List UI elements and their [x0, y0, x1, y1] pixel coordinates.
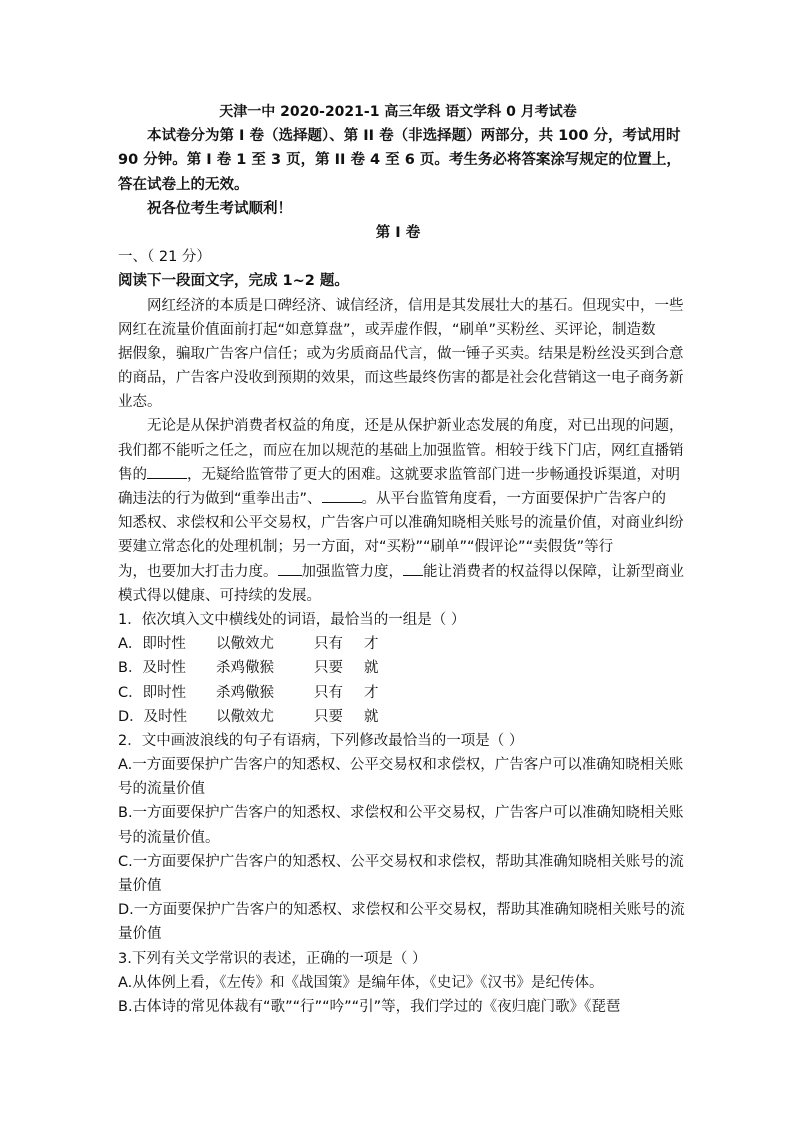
passage-line [118, 560, 684, 584]
option-col: A．即时性 [118, 636, 186, 653]
q2-option-d: D.一方面要保护广告客户的知悉权、求偿权和公平交易权，帮助其准确知晓相关账号的流 [118, 902, 685, 919]
question-3-stem: 3.下列有关文学常识的表述，正确的一项是（ ） [118, 950, 427, 967]
q2-option-d-cont: 量价值 [118, 926, 162, 943]
notice-line-1: 本试卷分为第 I 卷（选择题）、第 II 卷（非选择题）两部分，共 100 分，考试用时 [147, 128, 681, 145]
exam-title: 天津一中 2020-2021-1 高三年级 语文学科 0 月考试卷 [219, 104, 577, 120]
option-col: B．及时性 [118, 660, 186, 677]
option-col: 只有 [314, 636, 343, 653]
q3-option-a: A.从体例上看，《左传》和《战国策》是编年体，《史记》《汉书》是纪传体。 [118, 974, 604, 991]
wish-line: 祝各位考生考试顺利！ [147, 200, 292, 217]
fill-blank-3 [278, 561, 302, 576]
passage-line: 网红在流量价值面前打起“如意算盘”，或弄虚作假，“刷单”买粉丝、买评论，制造数 [118, 321, 656, 338]
option-col: 只要 [314, 708, 343, 725]
q2-option-b: B.一方面要保护广告客户的知悉权、求偿权和公平交易权，广告客户可以准确知晓相关账 [118, 805, 684, 822]
option-col: 只要 [314, 660, 343, 677]
passage-text: 确违法的行为做到“重拳出击”、 [118, 491, 322, 507]
option-col: 杀鸡儆猴 [216, 660, 274, 677]
passage-text: 售的 [118, 466, 147, 483]
passage-text: 。从平台监管角度看，一方面要保护广告客户的 [361, 491, 667, 507]
option-col: 杀鸡儆猴 [216, 684, 274, 701]
q2-option-a: A.一方面要保护广告客户的知悉权、公平交易权和求偿权，广告客户可以准确知晓相关账 [118, 757, 684, 774]
option-col: 就 [364, 660, 379, 677]
passage-line: 要建立常态化的处理机制；另一方面，对“买粉”“刷单”“假评论”“卖假货”等行 [118, 539, 614, 556]
fill-blank-4 [403, 561, 423, 576]
q1-option-c [118, 681, 678, 705]
exam-page [118, 100, 685, 1019]
option-col: 以儆效尤 [216, 636, 274, 653]
q1-option-b [118, 656, 678, 680]
option-col: 以儆效尤 [216, 708, 274, 725]
passage-line [118, 487, 678, 511]
option-col: C．即时性 [118, 684, 187, 701]
passage-line: 模式得以健康、可持续的发展。 [118, 587, 321, 604]
q2-option-a-cont: 号的流量价值 [118, 781, 205, 798]
option-col: 只有 [314, 684, 343, 701]
passage-text: 加强监管力度， [301, 563, 403, 580]
fill-blank-2 [322, 488, 362, 503]
passage-text: 为，也要加大打击力度。 [118, 563, 278, 580]
passage-line: 网红经济的本质是口碑经济、诚信经济，信用是其发展壮大的基石。但现实中，一些 [147, 297, 684, 314]
question-2-stem: 2．文中画波浪线的句子有语病，下列修改最恰当的一项是（ ） [118, 732, 524, 749]
q1-option-d [118, 705, 678, 729]
passage-line: 的商品，广告客户没收到预期的效果，而这些最终伤害的都是社会化营销这一电子商务新 [118, 370, 684, 387]
reading-instruction: 阅读下一段面文字，完成 1~2 题。 [118, 273, 349, 290]
option-col: 就 [364, 708, 379, 725]
option-col: D．及时性 [118, 708, 188, 725]
notice-line-3: 答在试卷上的无效。 [118, 176, 249, 193]
q3-option-b: B.古体诗的常见体裁有“歌”“行”“吟”“引”等，我们学过的《夜归鹿门歌》《琵琶 [118, 998, 621, 1015]
notice-line-2: 90 分钟。第 I 卷 1 至 3 页，第 II 卷 4 至 6 页。考生务必将答案涂写规定的位置上， [118, 152, 681, 169]
passage-line: 无论是从保护消费者权益的角度，还是从保护新业态发展的角度，对已出现的问题， [147, 418, 684, 435]
q1-option-a [118, 632, 678, 656]
q2-option-c-cont: 量价值 [118, 878, 162, 894]
passage-line [118, 463, 678, 487]
passage-line: 知悉权、求偿权和公平交易权，广告客户可以准确知晓相关账号的流量价值，对商业纠纷 [118, 515, 684, 532]
option-col: 才 [364, 684, 379, 701]
fill-blank-1 [147, 464, 187, 479]
passage-text: ，无疑给监管带了更大的困难。这就要求监管部门进一步畅通投诉渠道，对明 [187, 466, 680, 483]
option-col: 才 [364, 636, 379, 653]
part-heading: 一、（ 21 分） [118, 249, 211, 266]
section-title: 第 I 卷 [375, 224, 421, 241]
question-1-stem: 1．依次填入文中横线处的词语，最恰当的一组是（ ） [118, 611, 466, 628]
q2-option-b-cont: 号的流量价值。 [118, 829, 220, 846]
passage-line: 业态。 [118, 394, 162, 411]
passage-line: 我们都不能听之任之，而应在加以规范的基础上加强监管。相较于线下门店，网红直播销 [118, 442, 684, 459]
passage-text: 能让消费者的权益得以保障，让新型商业 [423, 563, 684, 580]
q2-option-c: C.一方面要保护广告客户的知悉权、公平交易权和求偿权，帮助其准确知晓相关账号的流 [118, 853, 684, 870]
passage-line: 据假象，骗取广告客户信任；或为劣质商品代言，做一锤子买卖。结果是粉丝没买到合意 [118, 345, 684, 362]
